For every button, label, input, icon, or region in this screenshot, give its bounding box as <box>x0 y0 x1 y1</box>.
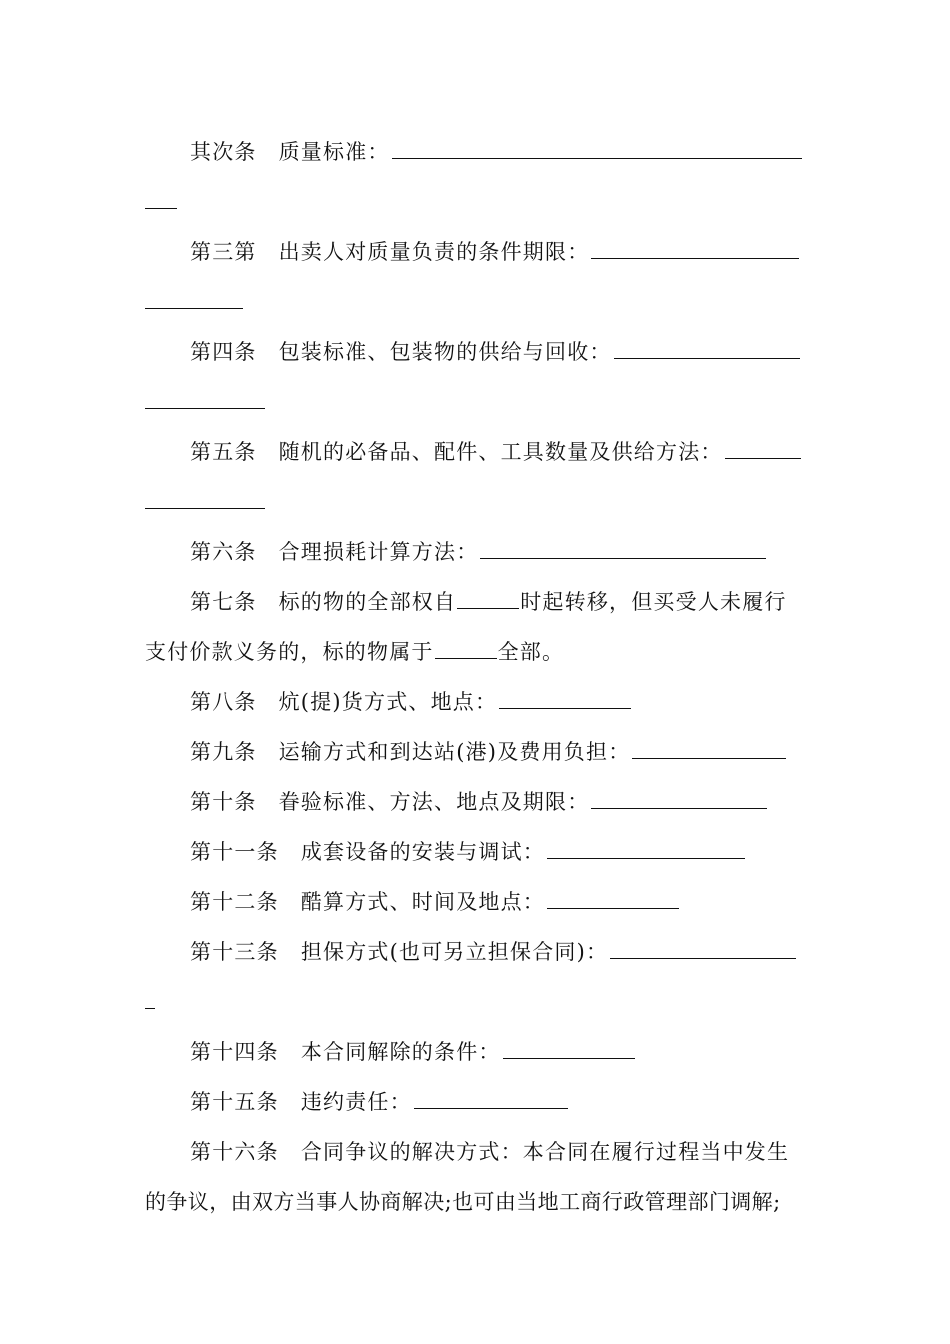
blank-field[interactable] <box>610 938 796 959</box>
blank-continuation <box>145 388 265 416</box>
clause-number: 第八条 <box>190 690 257 714</box>
clause-text: 酷算方式、时间及地点： <box>300 890 546 914</box>
clause-14 <box>190 1038 635 1066</box>
clause-text: 违约责任： <box>300 1090 412 1114</box>
clause-3 <box>190 238 799 266</box>
blank-field[interactable] <box>503 1038 635 1059</box>
blank-field[interactable] <box>547 888 679 909</box>
blank-field[interactable] <box>145 988 155 1009</box>
blank-field[interactable] <box>547 838 745 859</box>
clause-text: 支付价款义务的，标的物属于 <box>145 640 434 664</box>
clause-number: 第十一条 <box>190 840 279 864</box>
blank-field[interactable] <box>499 688 631 709</box>
clause-text: 全部。 <box>497 640 565 664</box>
clause-text: 时起转移，但买受人未履行 <box>520 590 787 614</box>
blank-field[interactable] <box>392 138 802 159</box>
clause-text: 质量标准： <box>278 140 390 164</box>
clause-text: 炕(提)货方式、地点： <box>278 690 498 714</box>
clause-15 <box>190 1088 568 1116</box>
clause-text: 的争议，由双方当事人协商解决;也可由当地工商行政管理部门调解; <box>145 1190 781 1214</box>
clause-8 <box>190 688 631 716</box>
blank-field[interactable] <box>480 538 766 559</box>
blank-field[interactable] <box>435 638 497 659</box>
blank-continuation <box>145 288 243 316</box>
clause-text: 眷验标准、方法、地点及期限： <box>278 790 590 814</box>
blank-field[interactable] <box>632 738 786 759</box>
blank-field[interactable] <box>145 488 265 509</box>
blank-continuation <box>145 488 265 516</box>
blank-field[interactable] <box>614 338 800 359</box>
clause-text: 运输方式和到达站(港)及费用负担： <box>278 740 631 764</box>
clause-13 <box>190 938 796 966</box>
clause-7 <box>190 588 787 616</box>
clause-7-continued <box>145 638 564 666</box>
blank-field[interactable] <box>145 288 243 309</box>
blank-continuation <box>145 988 155 1016</box>
clause-number: 第十五条 <box>190 1090 279 1114</box>
clause-text: 担保方式(也可另立担保合同)： <box>300 940 609 964</box>
clause-number: 第三第 <box>190 240 257 264</box>
clause-number: 第四条 <box>190 340 257 364</box>
blank-field[interactable] <box>725 438 801 459</box>
blank-field[interactable] <box>414 1088 568 1109</box>
clause-number: 第十三条 <box>190 940 279 964</box>
clause-number: 第十二条 <box>190 890 279 914</box>
clause-number: 第六条 <box>190 540 257 564</box>
clause-text: 包装标准、包装物的供给与回收： <box>278 340 612 364</box>
clause-number: 第七条 <box>190 590 257 614</box>
clause-text: 随机的必备品、配件、工具数量及供给方法： <box>278 440 723 464</box>
clause-text: 合同争议的解决方式：本合同在履行过程当中发生 <box>300 1140 790 1164</box>
clause-10 <box>190 788 767 816</box>
clause-number: 第十六条 <box>190 1140 279 1164</box>
blank-field[interactable] <box>145 188 177 209</box>
clause-2 <box>190 138 802 166</box>
blank-field[interactable] <box>591 788 767 809</box>
clause-12 <box>190 888 679 916</box>
clause-text: 出卖人对质量负责的条件期限： <box>278 240 590 264</box>
clause-4 <box>190 338 800 366</box>
clause-text: 成套设备的安装与调试： <box>300 840 546 864</box>
clause-6 <box>190 538 766 566</box>
clause-9 <box>190 738 786 766</box>
blank-field[interactable] <box>591 238 799 259</box>
blank-field[interactable] <box>457 588 519 609</box>
clause-16-continued <box>145 1188 781 1216</box>
clause-number: 第五条 <box>190 440 257 464</box>
clause-text: 合理损耗计算方法： <box>278 540 479 564</box>
clause-text: 本合同解除的条件： <box>300 1040 501 1064</box>
blank-continuation <box>145 188 177 216</box>
clause-5 <box>190 438 801 466</box>
clause-11 <box>190 838 745 866</box>
clause-number: 第十四条 <box>190 1040 279 1064</box>
clause-text: 标的物的全部权自 <box>278 590 457 614</box>
clause-number: 第十条 <box>190 790 257 814</box>
blank-field[interactable] <box>145 388 265 409</box>
clause-number: 第九条 <box>190 740 257 764</box>
clause-16 <box>190 1138 789 1166</box>
clause-number: 其次条 <box>190 140 257 164</box>
